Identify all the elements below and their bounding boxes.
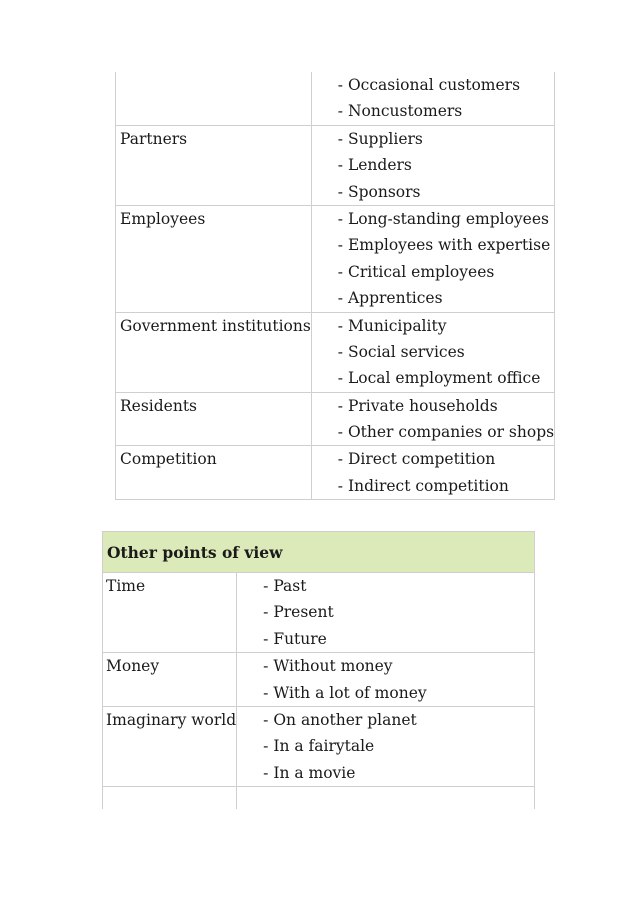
table-row: [116, 312, 555, 392]
table-row: [116, 125, 555, 205]
table-row: [103, 787, 535, 810]
stakeholders-table: [115, 72, 555, 500]
list-item: - With a lot of money: [263, 683, 427, 702]
table-row: [103, 706, 535, 786]
row-label: [116, 446, 312, 500]
row-label-text: Imaginary world: [106, 710, 237, 729]
table-row: [116, 72, 555, 125]
list-item: - Other companies or shops: [337, 423, 555, 442]
row-label: [103, 653, 237, 707]
row-items: [311, 392, 554, 446]
list-item: - Critical employees: [337, 262, 495, 281]
row-label: [116, 392, 312, 446]
row-items: [311, 125, 554, 205]
row-label: [103, 573, 237, 653]
list-item: - Suppliers: [337, 129, 423, 148]
list-item: - Local employment office: [337, 369, 541, 388]
other-points-of-view-table: [102, 531, 535, 809]
list-item: - Municipality: [337, 316, 447, 335]
list-item: - Social services: [337, 342, 465, 361]
list-item: - Present: [263, 603, 334, 622]
list-item: - Future: [263, 629, 327, 648]
list-item: - Direct competition: [337, 450, 496, 469]
row-label-text: Government institutions: [120, 316, 311, 335]
list-item: - Apprentices: [337, 289, 443, 308]
row-items: [311, 72, 554, 125]
list-item: - Occasional customers: [337, 76, 521, 94]
row-label-text: Employees: [120, 209, 206, 228]
row-label: [116, 125, 312, 205]
row-label-text: Partners: [120, 129, 188, 148]
list-item: - Without money: [263, 657, 393, 676]
row-items: [311, 446, 554, 500]
row-label-text: Time: [106, 577, 146, 595]
list-item: - On another planet: [263, 710, 417, 729]
list-item: - Long-standing employees: [337, 209, 549, 228]
table-header-row: [103, 532, 535, 573]
table-row: [116, 205, 555, 312]
row-items: [237, 706, 535, 786]
row-label-text: [120, 72, 311, 98]
table-header: Other points of view: [103, 532, 535, 573]
row-label-text: Money: [106, 657, 160, 676]
row-items: [237, 573, 535, 653]
row-items: [237, 653, 535, 707]
row-items: [311, 205, 554, 312]
row-label-text: Competition: [120, 450, 217, 469]
empty-cell: [103, 787, 237, 810]
list-item: - Indirect competition: [337, 476, 509, 495]
list-item: - Lenders: [337, 156, 412, 175]
table-row: [116, 446, 555, 500]
table-row: [116, 392, 555, 446]
table-row: [103, 653, 535, 707]
row-label-text: Residents: [120, 396, 198, 415]
list-item: - In a movie: [263, 763, 356, 782]
list-item: - Private households: [337, 396, 498, 415]
list-item: - Past: [263, 577, 307, 595]
row-items: [311, 312, 554, 392]
row-label: [116, 205, 312, 312]
row-label: [103, 706, 237, 786]
row-label: [116, 312, 312, 392]
list-item: - In a fairytale: [263, 737, 375, 756]
row-label: [116, 72, 312, 125]
list-item: - Noncustomers: [337, 102, 463, 121]
list-item: - Sponsors: [337, 182, 421, 201]
table-row: [103, 573, 535, 653]
empty-cell: [237, 787, 535, 810]
list-item: - Employees with expertise: [337, 236, 551, 255]
